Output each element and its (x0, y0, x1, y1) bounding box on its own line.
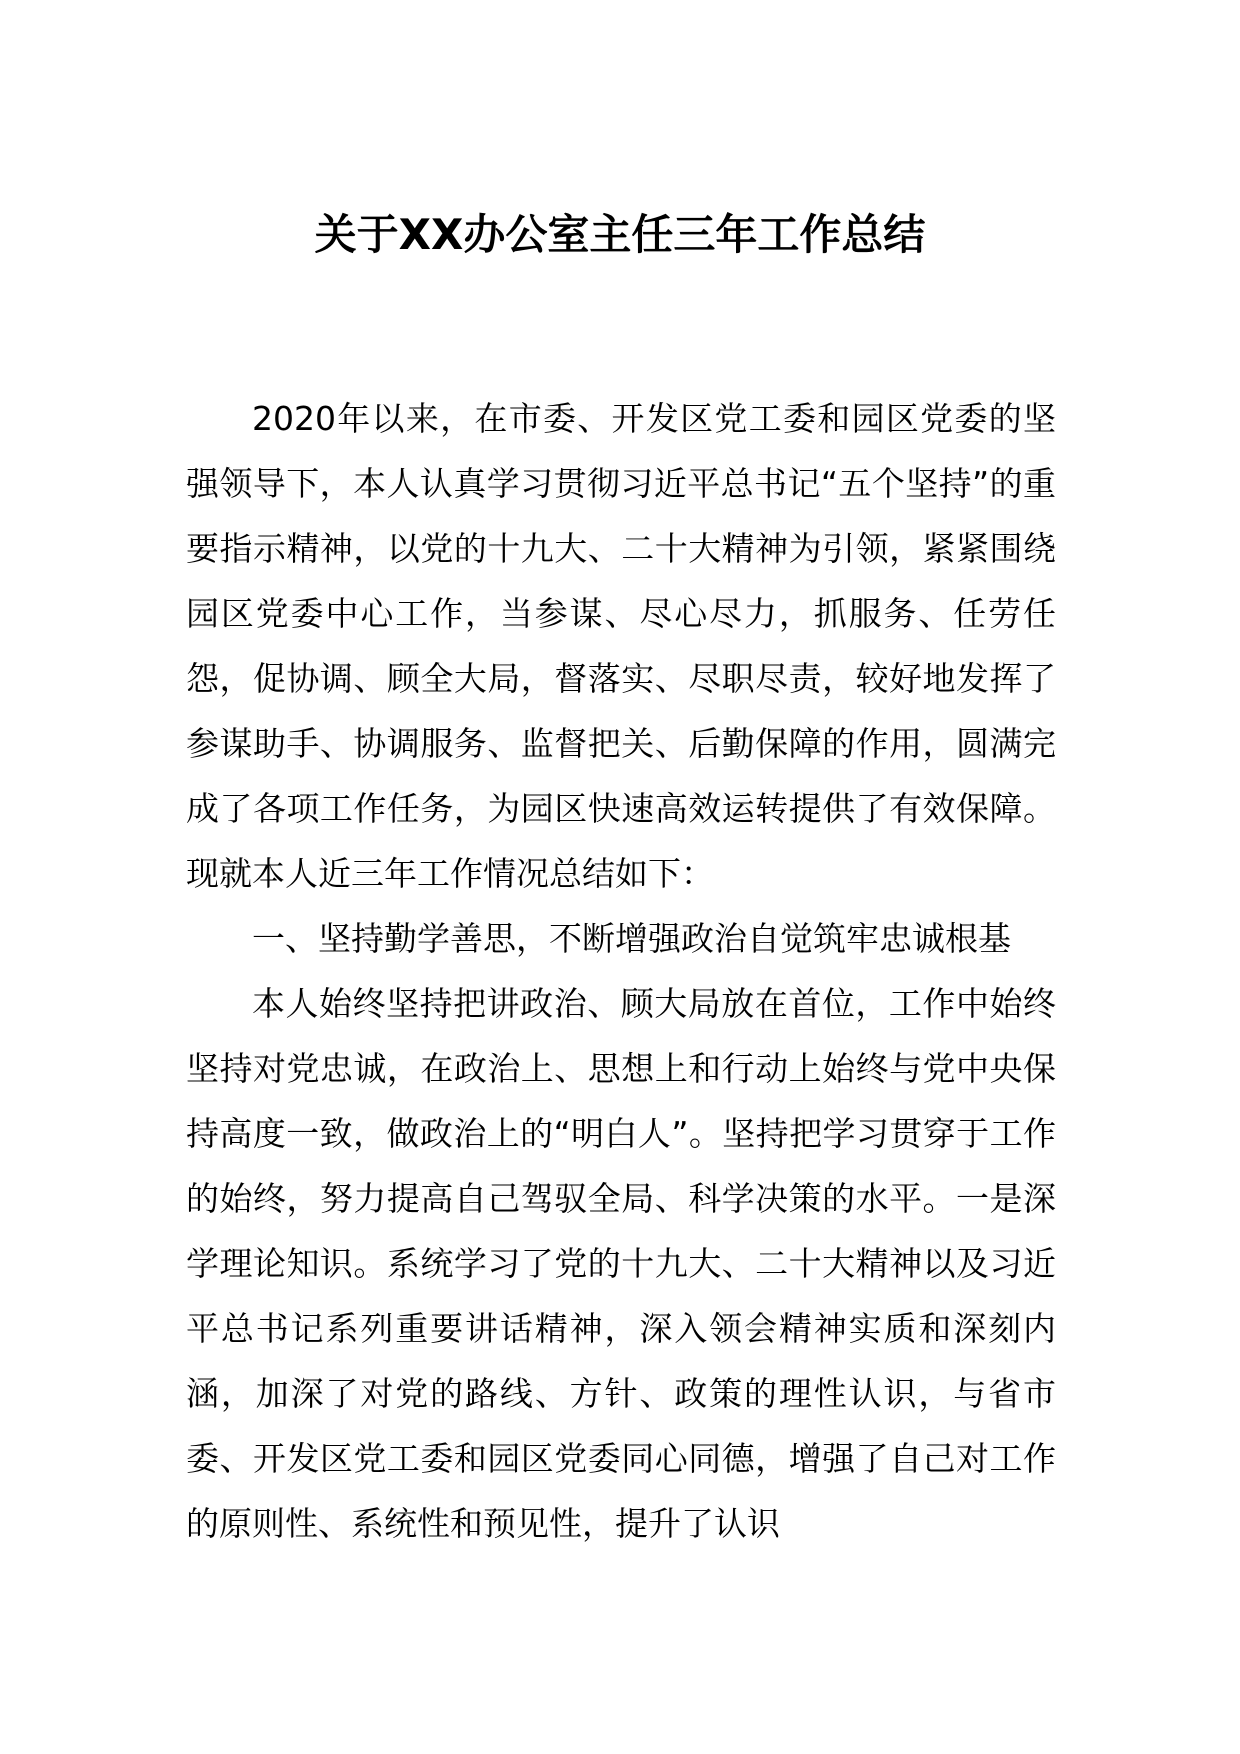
document-body (186, 386, 1056, 1556)
intro-paragraph: 2020年以来，在市委、开发区党工委和园区党委的坚强领导下，本人认真学习贯彻习近平总书记“五个坚持”的重要指示精神，以党的十九大、二十大精神为引领，紧紧围绕园区党委中心工作，当参谋、尽心尽力，抓服务、任劳任怨，促协调、顾全大局，督落实、尽职尽责，较好地发挥了参谋助手、协调服务、监督把关、后勤保障的作用，圆满完成了各项工作任务，为园区快速高效运转提供了有效保障。现就本人近三年工作情况总结如下： (186, 399, 1056, 893)
section-heading: 一、坚持勤学善思，不断增强政治自觉筑牢忠诚根基 (252, 919, 1011, 958)
section-paragraph: 本人始终坚持把讲政治、顾大局放在首位，工作中始终坚持对党忠诚，在政治上、思想上和行动上始终与党中央保持高度一致，做政治上的“明白人”。坚持把学习贯穿于工作的始终，努力提高自己驾驭全局、科学决策的水平。一是深学理论知识。系统学习了党的十九大、二十大精神以及习近平总书记系列重要讲话精神，深入领会精神实质和深刻内涵，加深了对党的路线、方针、政策的理性认识，与省市委、开发区党工委和园区党委同心同德，增强了自己对工作的原则性、系统性和预见性，提升了认识 (186, 984, 1056, 1543)
document-title: 关于XX办公室主任三年工作总结 (314, 210, 926, 259)
